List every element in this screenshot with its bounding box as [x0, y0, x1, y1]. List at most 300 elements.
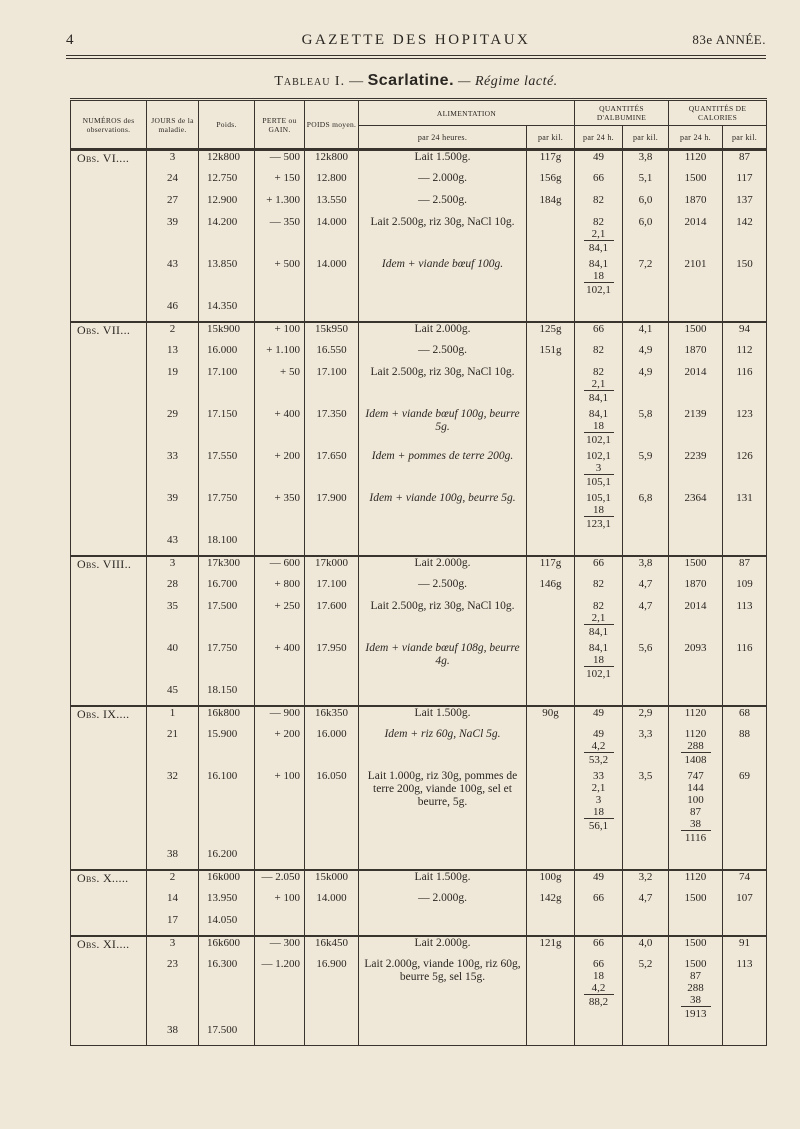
- albumin-24h-cell-value: [578, 994, 619, 1008]
- table-row: [71, 366, 767, 408]
- day-cell: 32: [147, 770, 199, 848]
- albumin-24h-cell: [575, 870, 623, 892]
- albumin-24h-cell-value: 18: [593, 269, 604, 282]
- avg-weight-cell: 17.650: [305, 450, 359, 492]
- calories-24h-cell: [669, 408, 723, 450]
- albumin-24h-cell-value: 3: [595, 793, 602, 806]
- avg-weight-cell: 15k000: [305, 870, 359, 892]
- albumin-per-kg-cell: 7,2: [623, 258, 669, 300]
- change-cell: [255, 1024, 305, 1046]
- change-cell: — 600: [255, 556, 305, 578]
- change-cell: + 400: [255, 408, 305, 450]
- header-poids-moyen: POIDS moyen.: [305, 100, 359, 150]
- calories-per-kg-cell: 94: [723, 322, 767, 344]
- table-row: [71, 728, 767, 770]
- albumin-24h-cell-value: 4,2: [591, 739, 606, 752]
- header-poids: Poids.: [199, 100, 255, 150]
- albumin-24h-cell-value: [578, 818, 619, 832]
- observation-name-empty: [71, 450, 147, 492]
- day-cell: 27: [147, 194, 199, 216]
- albumin-24h-cell-value: 82: [593, 343, 604, 356]
- diet-per-kg-cell: [527, 258, 575, 300]
- calories-24h-cell-value: 1870: [684, 193, 707, 206]
- diet-cell: Lait 2.000g, viande 100g, riz 60g, beurre 5g, sel 15g.: [359, 958, 527, 1024]
- day-cell: 28: [147, 578, 199, 600]
- avg-weight-cell: [305, 914, 359, 936]
- calories-24h-cell: [669, 216, 723, 258]
- change-cell: + 150: [255, 172, 305, 194]
- albumin-24h-cell-value: 84,1: [588, 407, 609, 420]
- diet-per-kg-cell: [527, 300, 575, 322]
- albumin-per-kg-cell: 4,7: [623, 578, 669, 600]
- day-cell: 3: [147, 936, 199, 958]
- albumin-24h-cell-value: 2,1: [591, 227, 606, 240]
- table-row: [71, 600, 767, 642]
- observation-name: Obs. VI....: [71, 150, 147, 172]
- avg-weight-cell: 17.350: [305, 408, 359, 450]
- albumin-24h-cell-value: 49: [593, 151, 604, 163]
- header-rule: [66, 58, 766, 59]
- day-cell: 3: [147, 556, 199, 578]
- calories-24h-cell-sum: 1408: [681, 752, 711, 766]
- albumin-per-kg-cell: 6,0: [623, 216, 669, 258]
- avg-weight-cell: 17.900: [305, 492, 359, 534]
- diet-cell: Lait 2.500g, riz 30g, NaCl 10g.: [359, 216, 527, 258]
- calories-24h-cell-value: 1120: [684, 870, 707, 883]
- observation-name-empty: [71, 344, 147, 366]
- calories-per-kg-cell: [723, 1024, 767, 1046]
- diet-cell: Lait 1.500g.: [359, 870, 527, 892]
- albumin-per-kg-cell: 5,1: [623, 172, 669, 194]
- weight-cell: 17.750: [199, 492, 255, 534]
- calories-per-kg-cell: 116: [723, 366, 767, 408]
- weight-cell: 16k800: [199, 706, 255, 728]
- change-cell: [255, 534, 305, 556]
- albumin-per-kg-cell: 4,7: [623, 600, 669, 642]
- albumin-24h-cell-value: [578, 432, 619, 446]
- change-cell: + 50: [255, 366, 305, 408]
- header-rule: [66, 55, 766, 56]
- albumin-24h-cell-value: 49: [593, 706, 604, 719]
- calories-24h-cell-value: 2093: [684, 641, 707, 654]
- calories-24h-cell-sum: 1116: [681, 830, 711, 844]
- day-cell: 38: [147, 1024, 199, 1046]
- diet-cell: Lait 2.000g.: [359, 936, 527, 958]
- albumin-per-kg-cell: 3,8: [623, 556, 669, 578]
- albumin-24h-cell-sum: 105,1: [584, 474, 614, 488]
- observation-name-empty: [71, 194, 147, 216]
- observation-name-empty: [71, 684, 147, 706]
- calories-per-kg-cell: 69: [723, 770, 767, 848]
- albumin-24h-cell-value: 49: [593, 727, 604, 740]
- table-row: [71, 870, 767, 892]
- day-cell: 40: [147, 642, 199, 684]
- albumin-per-kg-cell: [623, 1024, 669, 1046]
- calories-24h-cell-value: 2014: [684, 365, 707, 378]
- calories-24h-cell-value: 2101: [684, 257, 707, 270]
- avg-weight-cell: 14.000: [305, 892, 359, 914]
- albumin-24h-cell-value: 66: [593, 171, 604, 184]
- observation-name-empty: [71, 408, 147, 450]
- day-cell: 2: [147, 870, 199, 892]
- day-cell: 39: [147, 216, 199, 258]
- avg-weight-cell: [305, 684, 359, 706]
- diet-per-kg-cell: [527, 848, 575, 870]
- change-cell: + 100: [255, 770, 305, 848]
- calories-24h-cell-value: 38: [690, 993, 701, 1006]
- diet-cell: Lait 1.500g.: [359, 150, 527, 172]
- albumin-per-kg-cell: 4,1: [623, 322, 669, 344]
- albumin-24h-cell: [575, 194, 623, 216]
- day-cell: 39: [147, 492, 199, 534]
- avg-weight-cell: 16.050: [305, 770, 359, 848]
- header-jours: JOURS de la maladie.: [147, 100, 199, 150]
- change-cell: + 100: [255, 322, 305, 344]
- calories-per-kg-cell: 91: [723, 936, 767, 958]
- weight-cell: 16k000: [199, 870, 255, 892]
- table-row: [71, 172, 767, 194]
- albumin-24h-cell: [575, 344, 623, 366]
- calories-24h-cell-value: 1500: [684, 891, 707, 904]
- calories-24h-cell: [669, 914, 723, 936]
- observation-group: [71, 936, 767, 1046]
- calories-24h-cell-value: [672, 830, 719, 844]
- avg-weight-cell: 16.000: [305, 728, 359, 770]
- observation-name: Obs. X.....: [71, 870, 147, 892]
- diet-per-kg-cell: 184g: [527, 194, 575, 216]
- calories-24h-cell: [669, 770, 723, 848]
- observation-group: [71, 870, 767, 936]
- table-row: [71, 556, 767, 578]
- albumin-24h-cell-value: 66: [593, 556, 604, 569]
- data-table: [70, 98, 767, 1046]
- avg-weight-cell: [305, 300, 359, 322]
- change-cell: — 300: [255, 936, 305, 958]
- calories-24h-cell: [669, 642, 723, 684]
- header-perte-gain: PERTE ou GAIN.: [255, 100, 305, 150]
- calories-24h-cell: [669, 578, 723, 600]
- diet-per-kg-cell: [527, 642, 575, 684]
- albumin-24h-cell-sum: 84,1: [584, 240, 614, 254]
- change-cell: [255, 848, 305, 870]
- day-cell: 29: [147, 408, 199, 450]
- albumin-24h-cell: [575, 408, 623, 450]
- calories-per-kg-cell: 116: [723, 642, 767, 684]
- diet-per-kg-cell: 146g: [527, 578, 575, 600]
- calories-24h-cell-value: 2014: [684, 599, 707, 612]
- weight-cell: 17k300: [199, 556, 255, 578]
- header-alb-24h: par 24 h.: [575, 126, 623, 150]
- change-cell: [255, 300, 305, 322]
- calories-24h-cell: [669, 150, 723, 172]
- albumin-24h-cell-value: [578, 282, 619, 296]
- calories-per-kg-cell: [723, 684, 767, 706]
- albumin-24h-cell-value: 66: [593, 957, 604, 970]
- weight-cell: 17.550: [199, 450, 255, 492]
- header-diet-kg: par kil.: [527, 126, 575, 150]
- day-cell: 13: [147, 344, 199, 366]
- change-cell: + 800: [255, 578, 305, 600]
- diet-cell: Idem + viande bœuf 108g, beurre 4g.: [359, 642, 527, 684]
- change-cell: + 250: [255, 600, 305, 642]
- change-cell: [255, 914, 305, 936]
- albumin-per-kg-cell: 3,3: [623, 728, 669, 770]
- diet-cell: Lait 1.000g, riz 30g, pommes de terre 200g, viande 100g, sel et beurre, 5g.: [359, 770, 527, 848]
- journal-title: GAZETTE DES HOPITAUX: [301, 32, 531, 48]
- albumin-24h-cell-value: 66: [593, 322, 604, 335]
- weight-cell: 17.750: [199, 642, 255, 684]
- albumin-24h-cell-value: 2,1: [591, 611, 606, 624]
- calories-per-kg-cell: 150: [723, 258, 767, 300]
- diet-per-kg-cell: [527, 534, 575, 556]
- diet-cell: Lait 2.000g.: [359, 322, 527, 344]
- albumin-24h-cell: [575, 150, 623, 172]
- diet-per-kg-cell: [527, 366, 575, 408]
- observation-name: Obs. VIII..: [71, 556, 147, 578]
- caption-sub: — Régime lacté.: [458, 74, 558, 89]
- calories-24h-cell: [669, 600, 723, 642]
- observation-name-empty: [71, 600, 147, 642]
- table-row: [71, 194, 767, 216]
- albumin-24h-cell-value: [578, 516, 619, 530]
- diet-cell: — 2.000g.: [359, 892, 527, 914]
- albumin-24h-cell: [575, 492, 623, 534]
- calories-24h-cell: [669, 450, 723, 492]
- weight-cell: 16.200: [199, 848, 255, 870]
- calories-24h-cell: [669, 556, 723, 578]
- calories-24h-cell-value: 1870: [684, 577, 707, 590]
- avg-weight-cell: 17k000: [305, 556, 359, 578]
- change-cell: + 200: [255, 728, 305, 770]
- albumin-per-kg-cell: 4,7: [623, 892, 669, 914]
- diet-per-kg-cell: 121g: [527, 936, 575, 958]
- change-cell: — 500: [255, 150, 305, 172]
- calories-24h-cell: [669, 1024, 723, 1046]
- day-cell: 14: [147, 892, 199, 914]
- calories-per-kg-cell: 113: [723, 958, 767, 1024]
- observation-name-empty: [71, 366, 147, 408]
- calories-24h-cell: [669, 194, 723, 216]
- calories-per-kg-cell: 126: [723, 450, 767, 492]
- albumin-24h-cell-sum: 53,2: [584, 752, 614, 766]
- diet-per-kg-cell: 156g: [527, 172, 575, 194]
- diet-cell: Lait 2.000g.: [359, 556, 527, 578]
- header-cal-24h: par 24 h.: [669, 126, 723, 150]
- albumin-24h-cell: [575, 958, 623, 1024]
- avg-weight-cell: 14.000: [305, 216, 359, 258]
- albumin-24h-cell: [575, 684, 623, 706]
- diet-per-kg-cell: 151g: [527, 344, 575, 366]
- day-cell: 17: [147, 914, 199, 936]
- calories-24h-cell-value: 2139: [684, 407, 707, 420]
- avg-weight-cell: 13.550: [305, 194, 359, 216]
- calories-24h-cell-value: [672, 752, 719, 766]
- albumin-per-kg-cell: [623, 300, 669, 322]
- day-cell: 23: [147, 958, 199, 1024]
- albumin-24h-cell-value: 4,2: [591, 981, 606, 994]
- diet-cell: Idem + riz 60g, NaCl 5g.: [359, 728, 527, 770]
- calories-24h-cell: [669, 706, 723, 728]
- calories-24h-cell-value: 2364: [684, 491, 707, 504]
- calories-24h-cell-value: 38: [690, 817, 701, 830]
- calories-24h-cell: [669, 492, 723, 534]
- table-row: [71, 344, 767, 366]
- calories-24h-cell-value: 87: [690, 969, 701, 982]
- calories-per-kg-cell: 87: [723, 556, 767, 578]
- observation-name-empty: [71, 172, 147, 194]
- weight-cell: 16.100: [199, 770, 255, 848]
- calories-24h-cell-value: 1500: [684, 322, 707, 335]
- albumin-24h-cell-value: 84,1: [588, 257, 609, 270]
- calories-24h-cell: [669, 936, 723, 958]
- albumin-24h-cell-value: [578, 752, 619, 766]
- albumin-per-kg-cell: 5,8: [623, 408, 669, 450]
- caption-label: Tableau I.: [274, 74, 346, 89]
- calories-24h-cell-value: 1500: [684, 957, 707, 970]
- change-cell: — 2.050: [255, 870, 305, 892]
- diet-cell: [359, 914, 527, 936]
- day-cell: 33: [147, 450, 199, 492]
- diet-cell: Idem + viande bœuf 100g, beurre 5g.: [359, 408, 527, 450]
- diet-per-kg-cell: [527, 408, 575, 450]
- table-row: [71, 258, 767, 300]
- table-row: [71, 914, 767, 936]
- weight-cell: 16.700: [199, 578, 255, 600]
- diet-cell: — 2.500g.: [359, 578, 527, 600]
- albumin-per-kg-cell: 4,0: [623, 936, 669, 958]
- diet-cell: Idem + viande 100g, beurre 5g.: [359, 492, 527, 534]
- albumin-24h-cell: [575, 914, 623, 936]
- diet-cell: — 2.500g.: [359, 344, 527, 366]
- day-cell: 2: [147, 322, 199, 344]
- table-row: [71, 848, 767, 870]
- weight-cell: 12k800: [199, 150, 255, 172]
- diet-cell: [359, 848, 527, 870]
- observation-group: [71, 322, 767, 556]
- albumin-24h-cell: [575, 848, 623, 870]
- calories-24h-cell: [669, 728, 723, 770]
- albumin-24h-cell: [575, 728, 623, 770]
- observation-name-empty: [71, 1024, 147, 1046]
- calories-24h-cell-value: 1120: [684, 151, 707, 163]
- day-cell: 21: [147, 728, 199, 770]
- diet-per-kg-cell: 142g: [527, 892, 575, 914]
- albumin-24h-cell-sum: 88,2: [584, 994, 614, 1008]
- albumin-per-kg-cell: 6,8: [623, 492, 669, 534]
- avg-weight-cell: [305, 534, 359, 556]
- albumin-24h-cell-value: 33: [593, 769, 604, 782]
- weight-cell: 12.900: [199, 194, 255, 216]
- diet-cell: Lait 2.500g, riz 30g, NaCl 10g.: [359, 600, 527, 642]
- observation-name-empty: [71, 216, 147, 258]
- avg-weight-cell: 16k350: [305, 706, 359, 728]
- diet-cell: Idem + pommes de terre 200g.: [359, 450, 527, 492]
- albumin-24h-cell-value: 82: [593, 577, 604, 590]
- change-cell: + 500: [255, 258, 305, 300]
- calories-24h-cell-value: 2239: [684, 449, 707, 462]
- table-row: [71, 684, 767, 706]
- table-row: [71, 958, 767, 1024]
- albumin-24h-cell-value: 66: [593, 891, 604, 904]
- albumin-24h-cell: [575, 642, 623, 684]
- diet-per-kg-cell: [527, 492, 575, 534]
- observation-group: [71, 150, 767, 322]
- albumin-24h-cell: [575, 770, 623, 848]
- calories-24h-cell-value: 1500: [684, 936, 707, 949]
- calories-per-kg-cell: 68: [723, 706, 767, 728]
- table-row: [71, 534, 767, 556]
- table-row: [71, 300, 767, 322]
- calories-24h-cell-value: 288: [687, 739, 704, 752]
- observation-name-empty: [71, 958, 147, 1024]
- header-albumine: QUANTITÉS D'ALBUMINE: [575, 100, 669, 126]
- calories-24h-cell: [669, 366, 723, 408]
- avg-weight-cell: [305, 848, 359, 870]
- diet-cell: — 2.000g.: [359, 172, 527, 194]
- table-row: [71, 1024, 767, 1046]
- day-cell: 43: [147, 534, 199, 556]
- avg-weight-cell: 14.000: [305, 258, 359, 300]
- page-number: 4: [66, 32, 74, 48]
- observation-name-empty: [71, 892, 147, 914]
- albumin-per-kg-cell: 3,8: [623, 150, 669, 172]
- diet-per-kg-cell: [527, 958, 575, 1024]
- weight-cell: 13.950: [199, 892, 255, 914]
- table-row: [71, 706, 767, 728]
- diet-per-kg-cell: 117g: [527, 556, 575, 578]
- diet-per-kg-cell: 125g: [527, 322, 575, 344]
- albumin-per-kg-cell: [623, 848, 669, 870]
- day-cell: 38: [147, 848, 199, 870]
- albumin-24h-cell-sum: 102,1: [584, 282, 614, 296]
- weight-cell: 15k900: [199, 322, 255, 344]
- weight-cell: 15.900: [199, 728, 255, 770]
- avg-weight-cell: 16.900: [305, 958, 359, 1024]
- albumin-24h-cell-value: [578, 240, 619, 254]
- calories-24h-cell-value: 747: [687, 769, 704, 782]
- diet-per-kg-cell: 117g: [527, 150, 575, 172]
- observation-name-empty: [71, 770, 147, 848]
- observation-name-empty: [71, 914, 147, 936]
- calories-per-kg-cell: 131: [723, 492, 767, 534]
- weight-cell: 14.200: [199, 216, 255, 258]
- avg-weight-cell: 17.600: [305, 600, 359, 642]
- day-cell: 1: [147, 706, 199, 728]
- observation-name-empty: [71, 728, 147, 770]
- avg-weight-cell: 17.100: [305, 366, 359, 408]
- change-cell: — 900: [255, 706, 305, 728]
- caption-main: Scarlatine.: [367, 72, 455, 89]
- albumin-per-kg-cell: 4,9: [623, 366, 669, 408]
- diet-cell: [359, 300, 527, 322]
- header-alb-kg: par kil.: [623, 126, 669, 150]
- albumin-24h-cell-value: 82: [593, 599, 604, 612]
- calories-per-kg-cell: 113: [723, 600, 767, 642]
- albumin-24h-cell: [575, 600, 623, 642]
- calories-24h-cell-value: 2014: [684, 215, 707, 228]
- diet-per-kg-cell: 90g: [527, 706, 575, 728]
- calories-per-kg-cell: [723, 300, 767, 322]
- year-label: 83e ANNÉE.: [692, 32, 766, 47]
- weight-cell: 17.100: [199, 366, 255, 408]
- observation-group: [71, 556, 767, 706]
- weight-cell: 16.000: [199, 344, 255, 366]
- header-calories: QUANTITÉS DE CALORIES: [669, 100, 767, 126]
- day-cell: 19: [147, 366, 199, 408]
- weight-cell: 17.500: [199, 600, 255, 642]
- calories-24h-cell: [669, 534, 723, 556]
- albumin-24h-cell-sum: 102,1: [584, 432, 614, 446]
